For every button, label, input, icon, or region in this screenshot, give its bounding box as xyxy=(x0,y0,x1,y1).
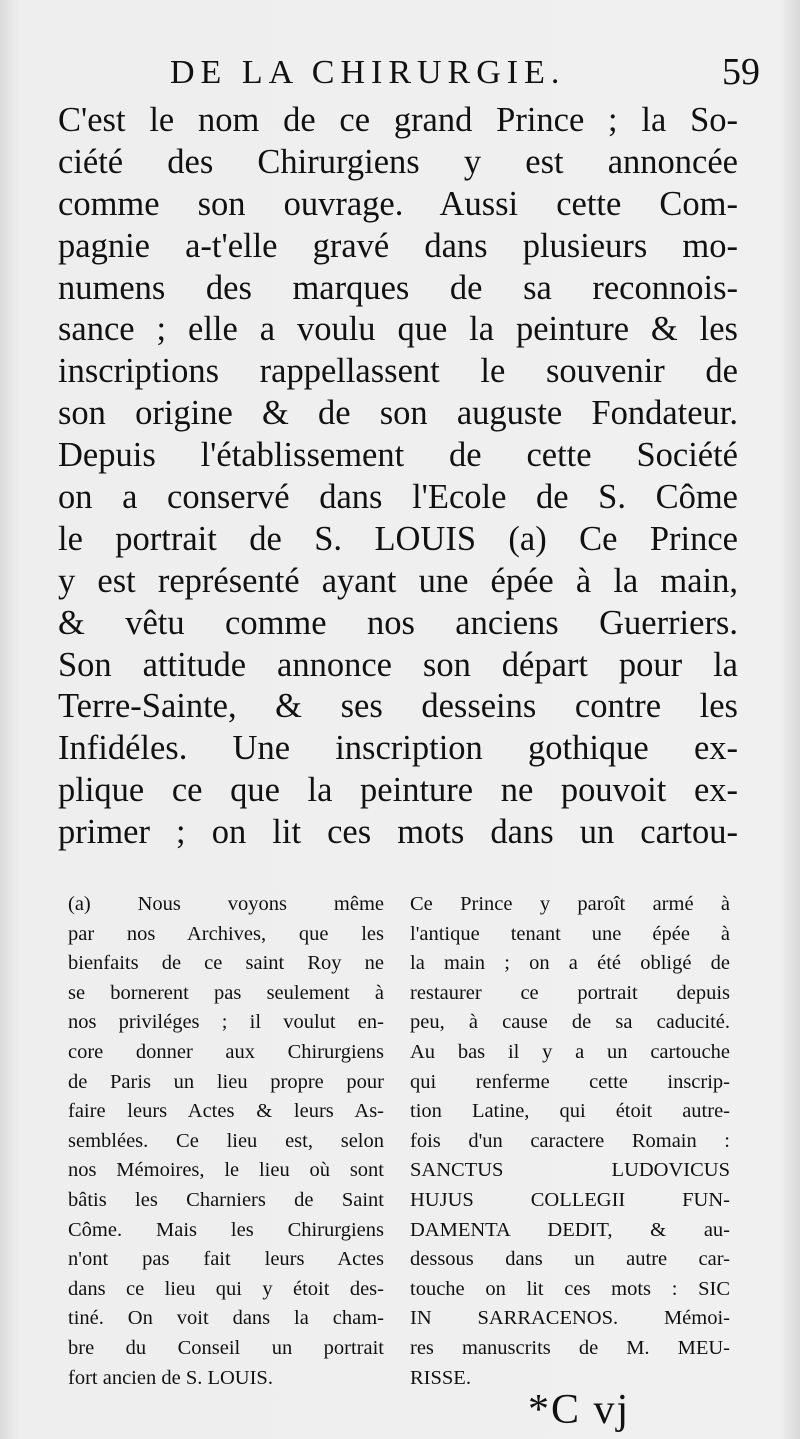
main-text-line: C'est le nom de ce grand Prince ; la So- xyxy=(58,101,738,139)
footnote-line: bâtis les Charniers de Saint xyxy=(68,1188,384,1211)
footnote-line: SANCTUS LUDOVICUS xyxy=(410,1159,730,1182)
footnote-line: Au bas il y a un cartouche xyxy=(410,1040,730,1063)
page-number: 59 xyxy=(722,51,760,93)
main-text-line: plique ce que la peinture ne pouvoit ex- xyxy=(58,771,738,810)
footnote-right-column xyxy=(410,890,730,1393)
footnote-line: se bornerent pas seulement à xyxy=(68,981,384,1004)
footnote-line: fois d'un caractere Romain : xyxy=(410,1129,730,1152)
main-text-line: comme son ouvrage. Aussi cette Com- xyxy=(58,184,738,223)
footnote-line: bienfaits de ce saint Roy ne xyxy=(68,952,384,975)
main-text-line: y est représenté ayant une épée à la main, xyxy=(58,561,738,600)
footnote-line: DAMENTA DEDIT, & au- xyxy=(410,1218,730,1241)
footnote-line: bre du Conseil un portrait xyxy=(68,1336,384,1359)
main-text-line: on a conservé dans l'Ecole de S. Côme xyxy=(58,478,738,517)
footnote-line: n'ont pas fait leurs Actes xyxy=(68,1248,384,1271)
footnote-line: tiné. On voit dans la cham- xyxy=(68,1307,384,1330)
main-text-block xyxy=(58,100,738,854)
main-text-line: son origine & de son auguste Fondateur. xyxy=(58,394,738,433)
main-text-line: primer ; on lit ces mots dans un cartou- xyxy=(58,813,738,852)
main-text-line: Depuis l'établissement de cette Société xyxy=(58,436,738,475)
footnote-line: semblées. Ce lieu est, selon xyxy=(68,1129,384,1152)
main-text-line: ciété des Chirurgiens y est annoncée xyxy=(58,142,738,181)
footnote-line: IN SARRACENOS. Mémoi- xyxy=(410,1307,730,1330)
main-text-line: pagnie a-t'elle gravé dans plusieurs mo- xyxy=(58,226,738,265)
footnote-line: par nos Archives, que les xyxy=(68,922,384,945)
footnote-line: Côme. Mais les Chirurgiens xyxy=(68,1218,384,1241)
main-text-line: Son attitude annonce son départ pour la xyxy=(58,645,738,684)
footnote-line: fort ancien de S. LOUIS. xyxy=(68,1366,273,1389)
main-text-line: Infidéles. Une inscription gothique ex- xyxy=(58,729,738,768)
footnote-line: core donner aux Chirurgiens xyxy=(68,1040,384,1063)
footnote-line: tion Latine, qui étoit autre- xyxy=(410,1100,730,1123)
footnote-line: nos Mémoires, le lieu où sont xyxy=(68,1159,384,1182)
footnote-line: la main ; on a été obligé de xyxy=(410,952,730,975)
main-text-line: & vêtu comme nos anciens Guerriers. xyxy=(58,603,738,642)
main-text-line: numens des marques de sa reconnois- xyxy=(58,268,738,307)
footnote-line: HUJUS COLLEGII FUN- xyxy=(410,1188,730,1211)
footnote-line: dans ce lieu qui y étoit des- xyxy=(68,1277,384,1300)
footnote-line: res manuscrits de M. MEU- xyxy=(410,1336,730,1359)
main-text-line: le portrait de S. LOUIS (a) Ce Prince xyxy=(58,519,738,558)
footnote-line: l'antique tenant une épée à xyxy=(410,922,730,945)
running-head: DE LA CHIRURGIE. xyxy=(170,54,566,91)
main-text-line: Terre-Sainte, & ses desseins contre les xyxy=(58,687,738,726)
footnote-left-column xyxy=(68,890,384,1393)
footnote-line: nos priviléges ; il voulut en- xyxy=(68,1011,384,1034)
main-text-line: sance ; elle a voulu que la peinture & les xyxy=(58,310,738,349)
footnote-line: peu, à cause de sa caducité. xyxy=(410,1011,730,1034)
footnote-line: dessous dans un autre car- xyxy=(410,1248,730,1271)
footnote-line: de Paris un lieu propre pour xyxy=(68,1070,384,1093)
footnote-line: qui renferme cette inscrip- xyxy=(410,1070,730,1093)
footnote-line: Ce Prince y paroît armé à xyxy=(410,893,730,915)
main-text-line: inscriptions rappellassent le souvenir de xyxy=(58,352,738,391)
footnote-line: (a) Nous voyons même xyxy=(68,893,384,915)
footnote-line: faire leurs Actes & leurs As- xyxy=(68,1100,384,1123)
footnote-line: touche on lit ces mots : SIC xyxy=(410,1277,730,1300)
footnote-line: RISSE. xyxy=(410,1366,471,1389)
signature-mark: *C vj xyxy=(528,1387,631,1433)
footnote-line: restaurer ce portrait depuis xyxy=(410,981,730,1004)
